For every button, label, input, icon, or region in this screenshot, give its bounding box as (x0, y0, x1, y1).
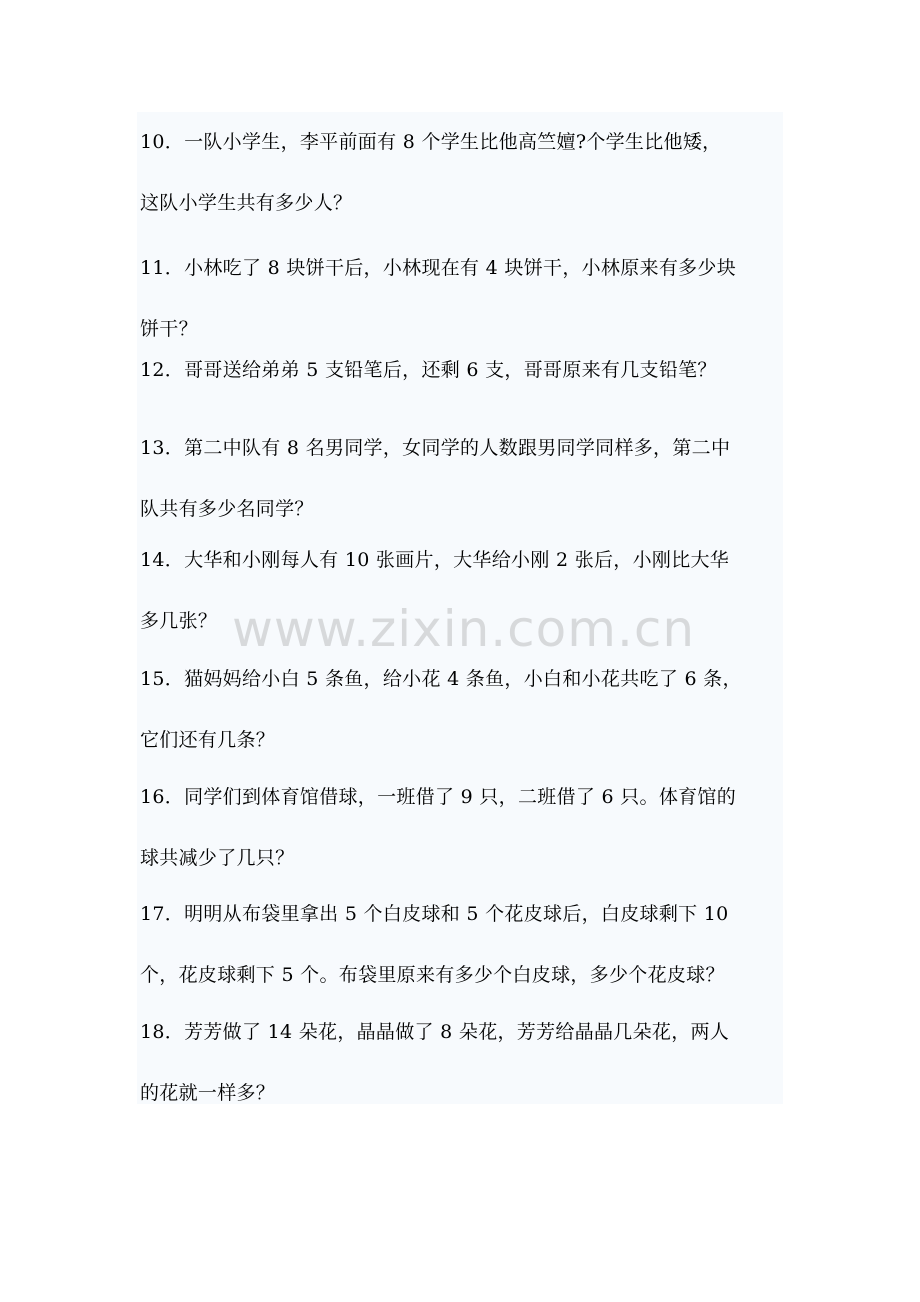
problem-10 (140, 112, 786, 234)
problem-line: 个，花皮球剩下 5 个。布袋里原来有多少个白皮球，多少个花皮球？ (140, 964, 725, 986)
problem-line: 15．猫妈妈给小白 5 条鱼，给小花 4 条鱼，小白和小花共吃了 6 条， (140, 668, 742, 690)
problem-13 (140, 418, 786, 540)
problem-line: 的花就一样多？ (140, 1082, 276, 1104)
problem-line: 队共有多少名同学？ (140, 498, 314, 520)
problem-line: 16．同学们到体育馆借球，一班借了 9 只，二班借了 6 只。体育馆的 (140, 786, 737, 808)
problem-15 (140, 649, 786, 771)
problem-17 (140, 884, 786, 1006)
problem-line: 14．大华和小刚每人有 10 张画片，大华给小刚 2 张后，小刚比大华 (140, 549, 730, 571)
problem-line: 球共减少了几只？ (140, 847, 295, 869)
problem-line: 18．芳芳做了 14 朵花，晶晶做了 8 朵花，芳芳给晶晶几朵花，两人 (140, 1021, 730, 1043)
problem-line: 这队小学生共有多少人？ (140, 192, 353, 214)
problem-line: 17．明明从布袋里拿出 5 个白皮球和 5 个花皮球后，白皮球剩下 10 (140, 903, 729, 925)
problem-line: 多几张？ (140, 610, 218, 632)
problem-18 (140, 1002, 786, 1124)
problem-line: 13．第二中队有 8 名男同学，女同学的人数跟男同学同样多，第二中 (140, 437, 731, 459)
problem-line: 10．一队小学生，李平前面有 8 个学生比他高竺嬗?个学生比他矮， (140, 131, 722, 153)
problem-line: 12．哥哥送给弟弟 5 支铅笔后，还剩 6 支，哥哥原来有几支铅笔？ (140, 359, 717, 381)
problem-line: 11．小林吃了 8 块饼干后，小林现在有 4 块饼干，小林原来有多少块 (140, 257, 737, 279)
watermark: www.zixin.com.cn (232, 600, 696, 658)
problem-16 (140, 767, 786, 889)
problem-12 (140, 340, 786, 401)
problem-line: 它们还有几条？ (140, 729, 276, 751)
problem-line: 饼干？ (140, 318, 198, 340)
